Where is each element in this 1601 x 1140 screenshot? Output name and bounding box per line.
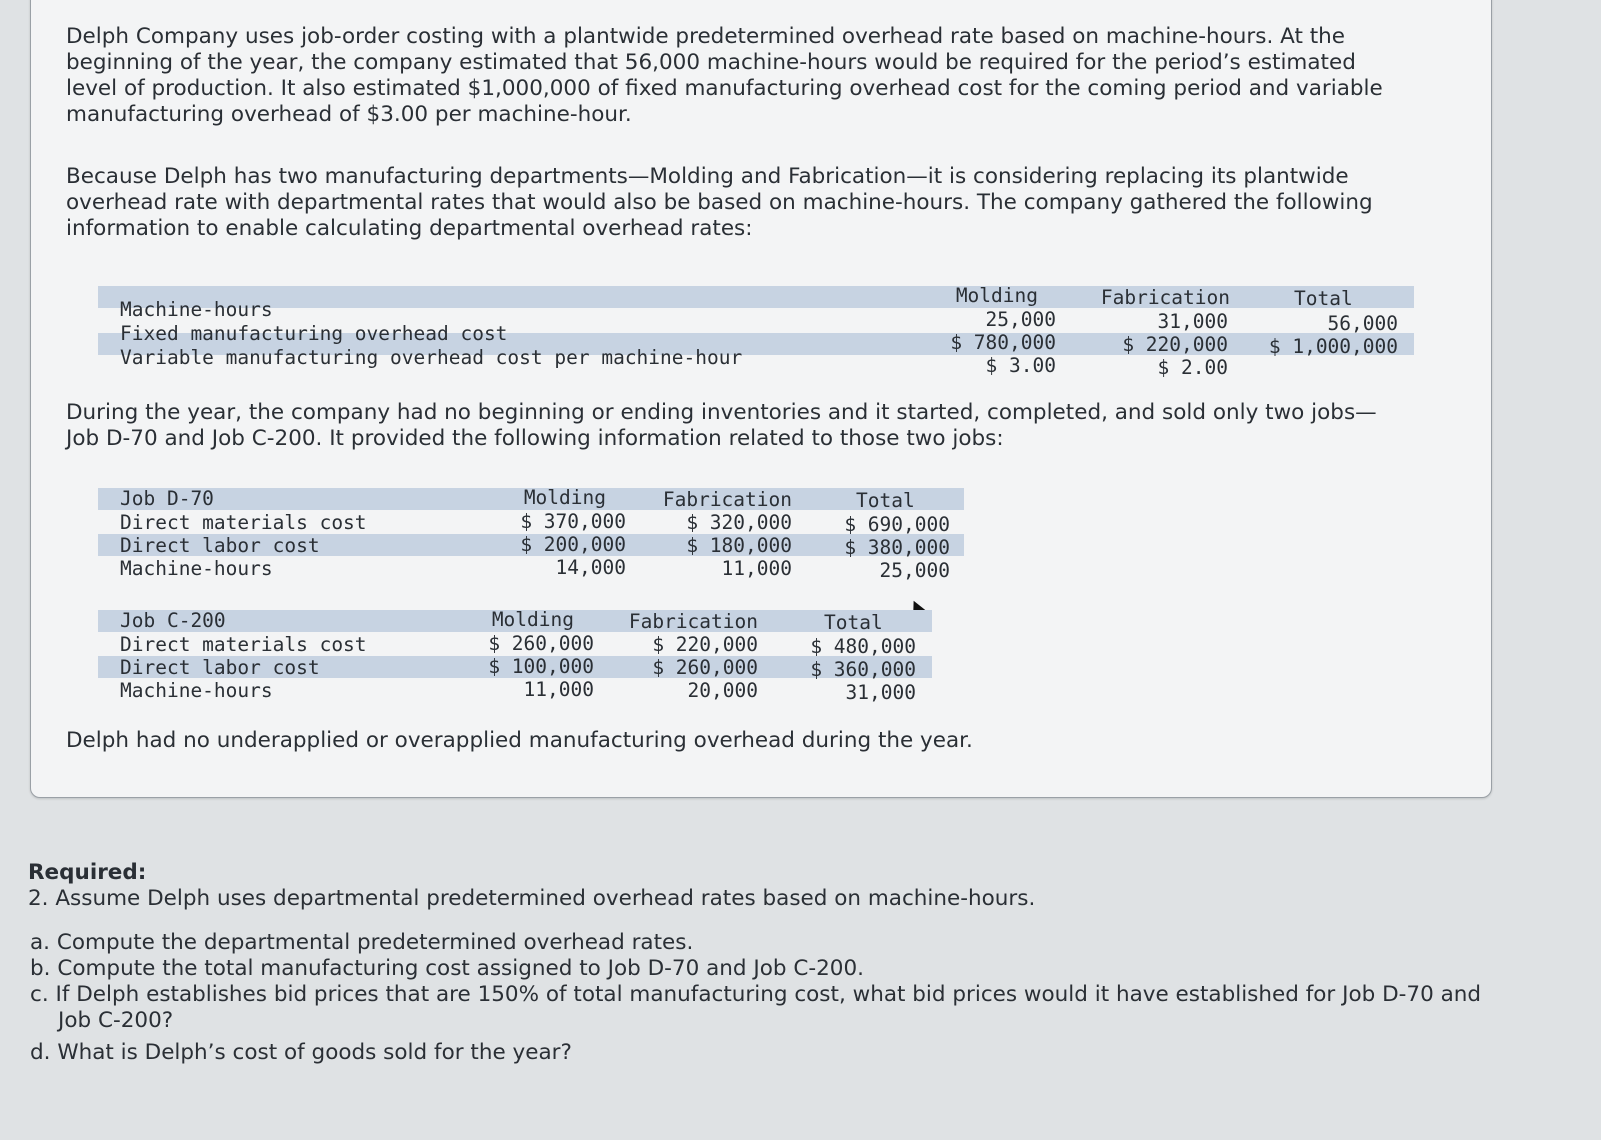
job-title: Job C-200 [120,609,226,632]
row-label: Variable manufacturing overhead cost per machine-hour [120,346,743,369]
cell-value: $ 360,000 [810,658,916,681]
cell-value: $ 260,000 [488,632,594,655]
row-label: Machine-hours [120,679,273,702]
part-d: d. What is Delph’s cost of goods sold for the year? [30,1040,572,1065]
cell-value: 31,000 [1157,310,1228,333]
third-paragraph: During the year, the company had no beginning or ending inventories and it started, completed, and sold only two jobs—Job D-70 and Job C-200. It provided the following information related to those two jobs: [66,400,1377,451]
cell-value: $ 3.00 [985,354,1056,377]
cell-value: $ 2.00 [1157,356,1228,379]
cell-value: $ 480,000 [810,635,916,658]
row-label: Direct materials cost [120,633,367,656]
col-header-total: Total [1294,287,1353,310]
cell-value: $ 200,000 [520,533,626,556]
col-header-total: Total [856,489,915,512]
cell-value: $ 100,000 [488,655,594,678]
row-label: Fixed manufacturing overhead cost [120,322,508,345]
closing-note: Delph had no underapplied or overapplied manufacturing overhead during the year. [66,728,973,753]
cell-value: 14,000 [555,556,626,579]
row-label: Machine-hours [120,298,273,321]
part-a: a. Compute the departmental predetermined overhead rates. [30,930,694,955]
cell-value: 31,000 [845,681,916,704]
cell-value: 25,000 [985,308,1056,331]
cell-value: 25,000 [879,559,950,582]
col-header-fabrication: Fabrication [662,488,792,511]
cell-value: $ 690,000 [844,513,950,536]
row-label: Machine-hours [120,557,273,580]
row-label: Direct labor cost [120,534,320,557]
col-header-fabrication: Fabrication [1100,286,1230,309]
part-b: b. Compute the total manufacturing cost assigned to Job D-70 and Job C-200. [30,956,864,981]
col-header-molding: Molding [491,608,574,631]
col-header-molding: Molding [523,486,606,509]
cell-value: $ 1,000,000 [1268,335,1398,358]
cell-value: $ 320,000 [686,511,792,534]
required-parts-list [30,930,1490,1066]
row-label: Direct labor cost [120,656,320,679]
col-header-molding: Molding [955,284,1038,307]
cell-value: 11,000 [721,557,792,580]
col-header-fabrication: Fabrication [628,610,758,633]
cell-value: $ 370,000 [520,510,626,533]
job-title: Job D-70 [120,487,214,510]
row-label: Direct materials cost [120,511,367,534]
col-header-total: Total [824,611,883,634]
cell-value: $ 220,000 [652,633,758,656]
cell-value: 11,000 [523,678,594,701]
required-item: 2. Assume Delph uses departmental predetermined overhead rates based on machine-hours. [28,886,1036,911]
second-paragraph: Because Delph has two manufacturing departments—Molding and Fabrication—it is considering replacing its plantwide overhead rate with departmental rates that would also be based on machine-hours. The company gathered the following information to enable calculating departmental overhead rates: [66,164,1373,241]
cell-value: 56,000 [1327,312,1398,335]
required-title: Required: [28,860,147,885]
cell-value: 20,000 [687,679,758,702]
required-section [28,860,1528,912]
intro-paragraph: Delph Company uses job-order costing with a plantwide predetermined overhead rate based on machine-hours. At the beginning of the year, the company estimated that 56,000 machine-hours would be required for the period’s estimated level of production. It also estimated $1,000,000 of fixed manufacturing overhead cost for the coming period and variable manufacturing overhead of $3.00 per machine-hour. [66,24,1383,127]
cell-value: $ 220,000 [1122,333,1228,356]
cell-value: $ 380,000 [844,536,950,559]
cell-value: $ 260,000 [652,656,758,679]
part-c: c. If Delph establishes bid prices that are 150% of total manufacturing cost, what bid prices would it have established for Job D-70 and Job C-200? [30,982,1482,1033]
cell-value: $ 180,000 [686,534,792,557]
cell-value: $ 780,000 [950,331,1056,354]
